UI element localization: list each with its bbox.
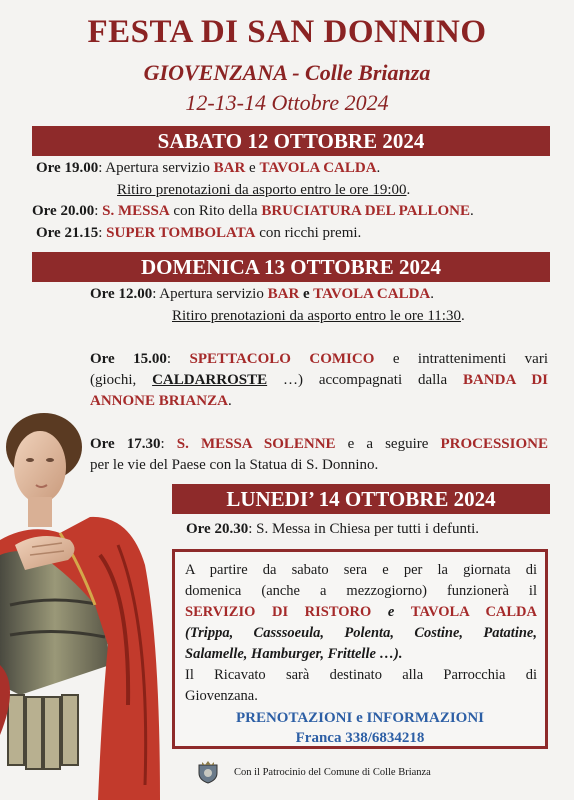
- saturday-line-2: Ritiro prenotazioni da asporto entro le ore 19:00.: [117, 182, 411, 198]
- info-line-5: Salamelle, Hamburger, Frittelle …).: [185, 646, 403, 662]
- sunday-heading: DOMENICA 13 OTTOBRE 2024: [32, 252, 550, 282]
- info-line-1: A partire da sabato sera e per la giornata di: [185, 562, 537, 578]
- saturday-line-3: Ore 20.00: S. MESSA con Rito della BRUCIATURA DEL PALLONE.: [32, 203, 474, 219]
- event-dates: 12-13-14 Ottobre 2024: [185, 90, 389, 115]
- monday-heading: LUNEDI’ 14 OTTOBRE 2024: [172, 484, 550, 514]
- contact-title: PRENOTAZIONI e INFORMAZIONI: [235, 710, 485, 726]
- info-line-2: domenica (anche a mezzogiorno) funzionerà il: [185, 583, 537, 599]
- info-line-6: Il Ricavato sarà destinato alla Parrocchia di: [185, 667, 537, 683]
- sunday-paragraph-1-line-2: (giochi, CALDARROSTE …) accompagnati dalla BANDA DI: [90, 372, 548, 388]
- monday-line-1: Ore 20.30: S. Messa in Chiesa per tutti i defunti.: [186, 521, 480, 537]
- info-line-7: Giovenzana.: [185, 688, 258, 704]
- info-box: [172, 549, 548, 749]
- saturday-line-1: Ore 19.00: Apertura servizio BAR e TAVOLA CALDA.: [36, 160, 381, 176]
- sunday-paragraph-2-line-2: per le vie del Paese con la Statua di S. Donnino.: [90, 457, 379, 473]
- contact-phone: Franca 338/6834218: [295, 730, 425, 746]
- sunday-line-2: Ritiro prenotazioni da asporto entro le ore 11:30.: [172, 308, 465, 324]
- sunday-paragraph-1-line-3: ANNONE BRIANZA.: [90, 393, 232, 409]
- footer-text: Con il Patrocinio del Comune di Colle Brianza: [234, 766, 431, 778]
- info-line-3: SERVIZIO DI RISTORO e TAVOLA CALDA: [185, 604, 538, 620]
- saturday-line-4: Ore 21.15: SUPER TOMBOLATA con ricchi premi.: [36, 225, 362, 241]
- info-line-4: (Trippa, Casssoeula, Polenta, Costine, Patatine,: [185, 625, 537, 641]
- saint-statue-icon: [0, 405, 170, 800]
- page-subtitle: GIOVENZANA - Colle Brianza: [143, 60, 431, 85]
- municipal-crest-icon: [196, 760, 220, 784]
- page-title: FESTA DI SAN DONNINO: [87, 14, 487, 50]
- sunday-line-1: Ore 12.00: Apertura servizio BAR e TAVOLA CALDA.: [90, 286, 435, 302]
- sunday-paragraph-2-line-1: Ore 17.30: S. MESSA SOLENNE e a seguire PROCESSIONE: [90, 436, 548, 452]
- footer: [196, 760, 431, 784]
- sunday-paragraph-1-line-1: Ore 15.00: SPETTACOLO COMICO e intrattenimenti vari: [90, 351, 549, 367]
- saturday-heading: SABATO 12 OTTOBRE 2024: [32, 126, 550, 156]
